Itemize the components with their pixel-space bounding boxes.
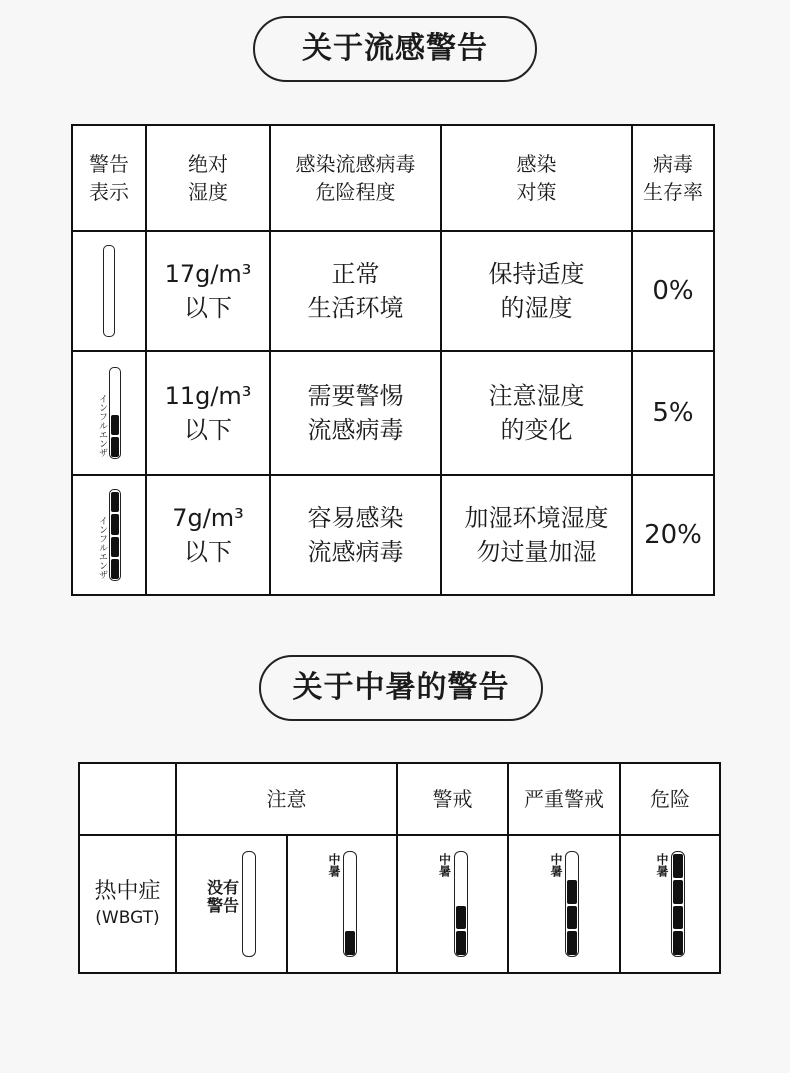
flu-header-humidity: 绝对 湿度: [146, 125, 270, 231]
gauge-segment: [456, 931, 466, 955]
flu-humidity: 7g/m³ 以下: [146, 475, 270, 595]
gauge-segment: [567, 931, 577, 955]
flu-level-gauge: [109, 367, 121, 459]
flu-level-gauge: [103, 245, 115, 337]
gauge-segment: [673, 880, 683, 904]
flu-survival: 0%: [632, 231, 714, 351]
heat-row-label: 热中症: [94, 879, 161, 904]
heat-gauge-label: 中暑: [327, 853, 341, 877]
gauge-segment: [111, 559, 119, 579]
heat-gauge-cell: [397, 835, 508, 973]
heat-header-severe: 严重警戒: [508, 763, 620, 835]
gauge-segment: [673, 931, 683, 955]
heat-gauge-label: 中暑: [549, 853, 563, 877]
flu-gauge-label: インフルエンザ: [97, 394, 107, 457]
heat-header-danger: 危险: [620, 763, 720, 835]
heat-title: 关于中暑的警告: [259, 655, 543, 721]
flu-row: [72, 475, 714, 595]
gauge-segment: [111, 437, 119, 457]
heat-row-sublabel: (WBGT): [95, 908, 160, 928]
flu-risk: 需要警惕 流感病毒: [270, 351, 441, 475]
heat-table: [78, 762, 721, 974]
heat-level-gauge: [343, 851, 357, 957]
heat-level-gauge: [671, 851, 685, 957]
flu-row: [72, 231, 714, 351]
heat-row: [79, 835, 720, 973]
flu-level-gauge: [109, 489, 121, 581]
heat-gauge-cell: [176, 835, 287, 973]
gauge-segment: [345, 931, 355, 955]
heat-level-gauge: [565, 851, 579, 957]
gauge-segment: [111, 415, 119, 435]
heat-gauge-cell: [287, 835, 397, 973]
flu-row: [72, 351, 714, 475]
flu-header-measure: 感染 对策: [441, 125, 632, 231]
heat-gauge-cell: [508, 835, 620, 973]
flu-gauge-cell: [72, 475, 146, 595]
flu-gauge-cell: [72, 351, 146, 475]
heat-header-caution: 注意: [176, 763, 397, 835]
flu-title: 关于流感警告: [253, 16, 537, 82]
gauge-segment: [673, 854, 683, 878]
heat-gauge-label: 中暑: [655, 853, 669, 877]
flu-survival: 20%: [632, 475, 714, 595]
flu-risk: 正常 生活环境: [270, 231, 441, 351]
heat-no-warning: 没有 警告: [206, 878, 239, 915]
flu-measure: 注意湿度 的变化: [441, 351, 632, 475]
heat-header-empty: [79, 763, 176, 835]
flu-humidity: 11g/m³ 以下: [146, 351, 270, 475]
heat-gauge-cell: [620, 835, 720, 973]
flu-gauge-cell: [72, 231, 146, 351]
flu-measure: 加湿环境湿度 勿过量加湿: [441, 475, 632, 595]
gauge-segment: [111, 514, 119, 534]
flu-header-risk: 感染流感病毒 危险程度: [270, 125, 441, 231]
flu-header-survival: 病毒 生存率: [632, 125, 714, 231]
gauge-segment: [673, 906, 683, 930]
flu-header-warning: 警告 表示: [72, 125, 146, 231]
flu-measure: 保持适度 的湿度: [441, 231, 632, 351]
flu-table: [71, 124, 715, 596]
heat-header-warning: 警戒: [397, 763, 508, 835]
gauge-segment: [111, 492, 119, 512]
flu-risk: 容易感染 流感病毒: [270, 475, 441, 595]
heat-row-label-cell: [79, 835, 176, 973]
flu-humidity: 17g/m³ 以下: [146, 231, 270, 351]
gauge-segment: [111, 537, 119, 557]
gauge-segment: [567, 906, 577, 930]
flu-gauge-label: インフルエンザ: [97, 516, 107, 579]
heat-level-gauge: [454, 851, 468, 957]
flu-survival: 5%: [632, 351, 714, 475]
gauge-segment: [567, 880, 577, 904]
heat-level-gauge: [242, 851, 256, 957]
heat-gauge-label: 中暑: [437, 853, 452, 877]
heat-header-row: [79, 763, 720, 835]
flu-header-row: [72, 125, 714, 231]
gauge-segment: [456, 906, 466, 930]
